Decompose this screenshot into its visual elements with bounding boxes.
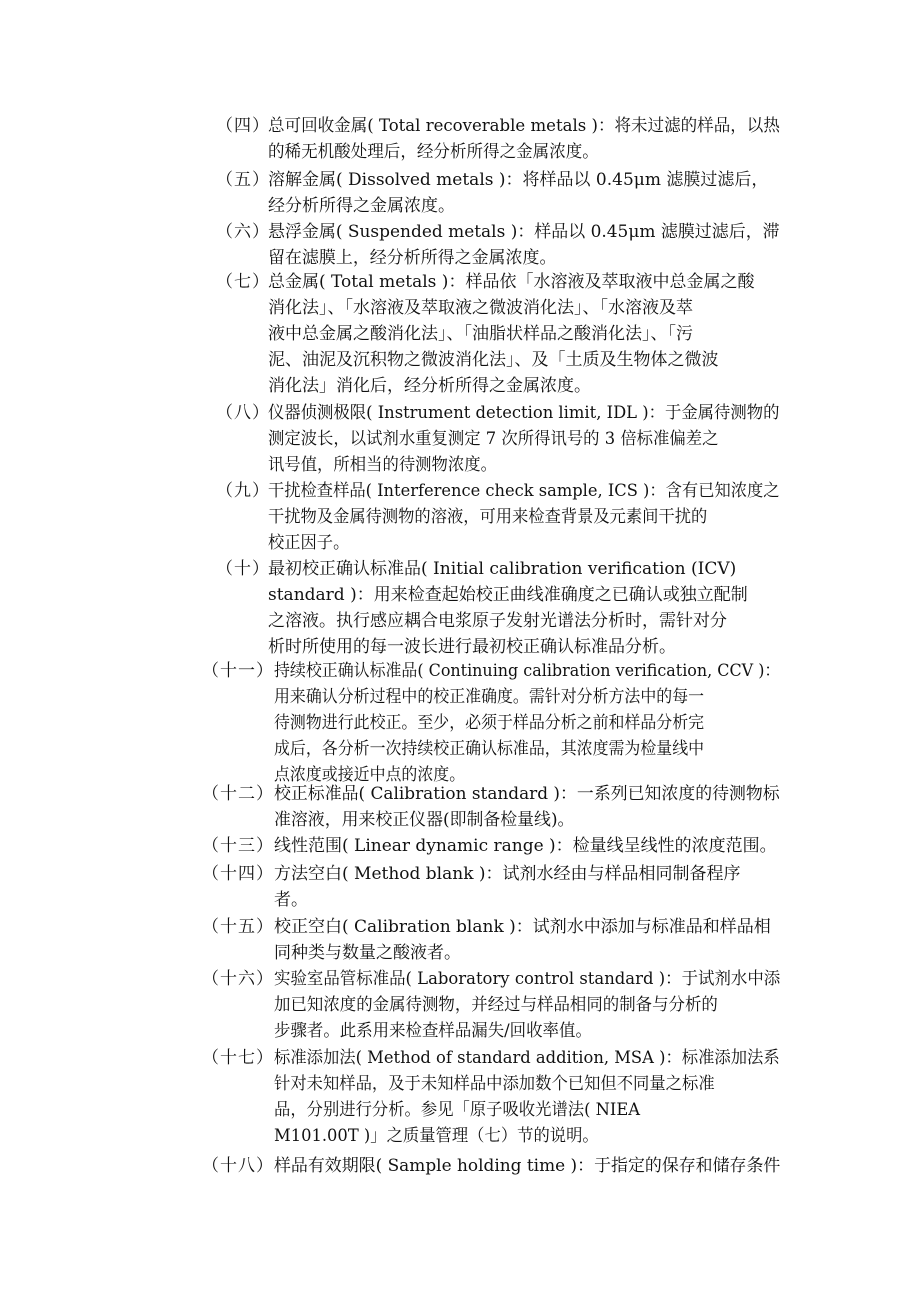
text-line: 校正因子。 — [268, 533, 350, 553]
item-number: （九） — [216, 481, 270, 501]
text-line: 加已知浓度的金属待测物，并经过与样品相同的制备与分析的 — [274, 995, 718, 1015]
text-line: 样品有效期限( Sample holding time )：于指定的保存和储存条件 — [274, 1156, 781, 1176]
text-line: 成后，各分析一次持续校正确认标准品，其浓度需为检量线中 — [274, 739, 705, 759]
text-line: 之溶液。执行感应耦合电浆原子发射光谱法分析时，需针对分 — [268, 611, 727, 631]
item-number: （五） — [216, 170, 270, 190]
text-line: 干扰物及金属待测物的溶液，可用来检查背景及元素间干扰的 — [268, 507, 708, 527]
item-text — [274, 1153, 782, 1179]
text-line: standard )：用来检查起始校正曲线准确度之已确认或独立配制 — [268, 585, 748, 605]
item-number: （十四） — [202, 864, 274, 884]
item-number: （十二） — [202, 784, 274, 804]
text-line: 品，分别进行分析。参见「原子吸收光谱法( NIEA — [274, 1100, 641, 1120]
text-line: 的稀无机酸处理后，经分析所得之金属浓度。 — [268, 142, 599, 162]
text-line: 最初校正确认标准品( Initial calibration verification (ICV) — [268, 559, 737, 579]
text-line: 总可回收金属( Total recoverable metals )：将未过滤的样品，以热 — [268, 116, 780, 136]
text-line: 者。 — [274, 890, 308, 910]
text-line: 用来确认分析过程中的校正准确度。需针对分析方法中的每一 — [274, 687, 705, 707]
text-line: 标准添加法( Method of standard addition, MSA )：标准添加法系 — [274, 1048, 780, 1068]
item-number: （十六） — [202, 969, 274, 989]
text-line: 步骤者。此系用来检查样品漏失/回收率值。 — [274, 1021, 592, 1041]
text-line: 线性范围( Linear dynamic range )：检量线呈线性的浓度范围。 — [274, 836, 777, 856]
text-line: 测定波长，以试剂水重复测定 7 次所得讯号的 3 倍标准偏差之 — [268, 429, 719, 449]
item-number: （十一） — [202, 661, 274, 681]
text-line: 同种类与数量之酸液者。 — [274, 943, 461, 963]
text-line: M101.00T )」之质量管理（七）节的说明。 — [274, 1126, 599, 1146]
item-number: （十七） — [202, 1048, 274, 1068]
item-text — [274, 966, 797, 1044]
text-line: 悬浮金属( Suspended metals )：样品以 0.45μm 滤膜过滤后，滞 — [268, 222, 780, 242]
item-text — [274, 1045, 801, 1149]
text-line: 溶解金属( Dissolved metals )：将样品以 0.45μm 滤膜过滤后， — [268, 170, 769, 190]
text-line: 校正标准品( Calibration standard )：一系列已知浓度的待测物标 — [274, 784, 780, 804]
item-text — [268, 269, 754, 399]
text-line: 仪器侦测极限( Instrument detection limit, IDL )：于金属待测物的 — [268, 403, 780, 423]
text-line: 消化法」、「水溶液及萃取液之微波消化法」、「水溶液及萃 — [268, 298, 693, 318]
text-line: 液中总金属之酸消化法」、「油脂状样品之酸消化法」、「污 — [268, 324, 693, 344]
text-line: 针对未知样品，及于未知样品中添加数个已知但不同量之标准 — [274, 1074, 715, 1094]
text-line: 实验室品管标准品( Laboratory control standard )：于试剂水中添 — [274, 969, 781, 989]
item-text — [274, 914, 771, 966]
text-line: 校正空白( Calibration blank )：试剂水中添加与标准品和样品相 — [274, 917, 771, 937]
text-line: 泥、油泥及沉积物之微波消化法」、及「土质及生物体之微波 — [268, 350, 719, 370]
text-line: 持续校正确认标准品( Continuing calibration verification, CCV )： — [274, 661, 781, 681]
item-text — [268, 556, 748, 660]
item-number: （十八） — [202, 1156, 274, 1176]
item-text — [268, 167, 768, 219]
item-number: （四） — [216, 116, 270, 136]
text-line: 讯号值，所相当的待测物浓度。 — [268, 455, 497, 475]
text-line: 析时所使用的每一波长进行最初校正确认标准品分析。 — [268, 637, 676, 657]
text-line: 干扰检查样品( Interference check sample, ICS )：含有已知浓度之 — [268, 481, 780, 501]
item-text — [274, 833, 777, 859]
item-number: （六） — [216, 222, 270, 242]
item-text — [274, 861, 741, 913]
item-text — [268, 478, 803, 556]
text-line: 准溶液，用来校正仪器(即制备检量线)。 — [274, 810, 575, 830]
item-number: （十） — [216, 559, 270, 579]
item-text — [268, 219, 781, 271]
text-line: 消化法」消化后，经分析所得之金属浓度。 — [268, 376, 591, 396]
item-text — [268, 400, 800, 478]
item-number: （十三） — [202, 836, 274, 856]
text-line: 留在滤膜上，经分析所得之金属浓度。 — [268, 248, 557, 268]
item-text — [268, 113, 794, 165]
text-line: 总金属( Total metals )：样品依「水溶液及萃取液中总金属之酸 — [268, 272, 755, 292]
item-number: （七） — [216, 272, 270, 292]
text-line: 方法空白( Method blank )：试剂水经由与样品相同制备程序 — [274, 864, 741, 884]
item-text — [274, 658, 814, 788]
text-line: 点浓度或接近中点的浓度。 — [274, 765, 466, 785]
item-text — [274, 781, 783, 833]
text-line: 经分析所得之金属浓度。 — [268, 196, 455, 216]
item-number: （八） — [216, 403, 270, 423]
text-line: 待测物进行此校正。至少，必须于样品分析之前和样品分析完 — [274, 713, 705, 733]
item-number: （十五） — [202, 917, 274, 937]
